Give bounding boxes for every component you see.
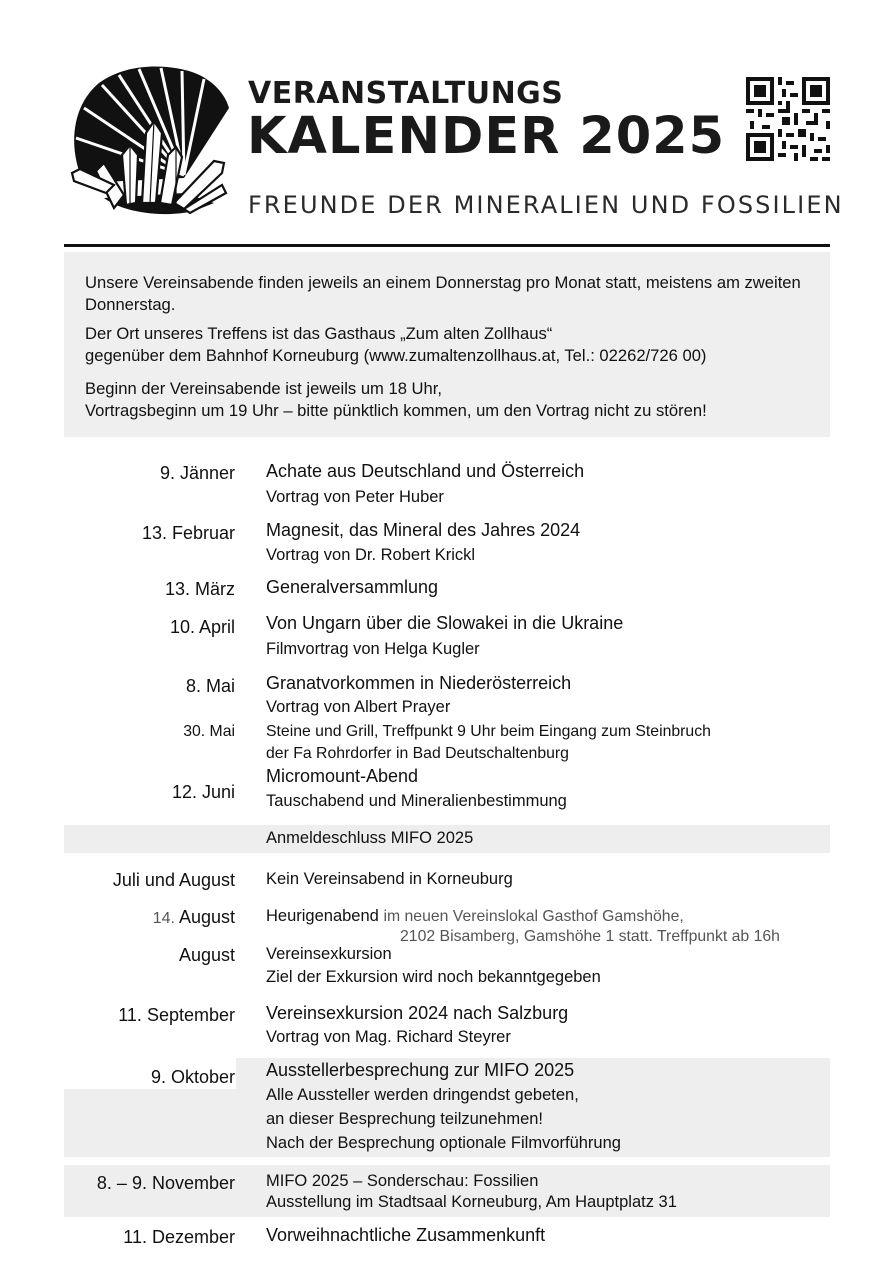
- event-date: 13. Februar: [141, 523, 235, 543]
- event-title: Vereinsexkursion: [266, 945, 392, 963]
- qr-code-icon[interactable]: [746, 77, 830, 161]
- intro-paragraph-3b: Vortragsbeginn um 19 Uhr – bitte pünktlich kommen, um den Vortrag nicht zu stören!: [85, 401, 707, 420]
- event-date: Juli und August: [112, 870, 235, 890]
- calendar-title-line1: VERANSTALTUNGS: [248, 76, 564, 111]
- event-date: 9. Jänner: [159, 463, 235, 483]
- event-title: Kein Vereinsabend in Korneuburg: [266, 870, 513, 888]
- event-subtitle: Vortrag von Peter Huber: [266, 488, 444, 506]
- event-subtitle: Ziel der Exkursion wird noch bekanntgegeben: [266, 968, 601, 986]
- club-subtitle: FREUNDE DER MINERALIEN UND FOSSILIEN: [248, 191, 844, 219]
- event-subtitle: Tauschabend und Mineralienbestimmung: [266, 792, 567, 810]
- event-subtitle: Vortrag von Dr. Robert Krickl: [266, 546, 476, 564]
- event-title: Von Ungarn über die Slowakei in die Ukraine: [266, 613, 624, 633]
- event-title: Vereinsexkursion 2024 nach Salzburg: [266, 1003, 569, 1023]
- event-subtitle: Alle Aussteller werden dringendst gebeten,: [266, 1086, 579, 1104]
- intro-paragraph-3a: Beginn der Vereinsabende ist jeweils um 18 Uhr,: [85, 379, 442, 398]
- event-title: Micromount-Abend: [266, 766, 419, 786]
- event-subtitle: an dieser Besprechung teilzunehmen!: [266, 1110, 544, 1128]
- intro-paragraph-1: Unsere Vereinsabende finden jeweils an einem Donnerstag pro Monat statt, meistens am zweiten Donnerstag.: [85, 273, 801, 314]
- event-title: Magnesit, das Mineral des Jahres 2024: [266, 520, 581, 540]
- event-date: 8. – 9. November: [96, 1173, 235, 1193]
- event-subtitle: Vortrag von Mag. Richard Steyrer: [266, 1028, 511, 1046]
- event-subtitle: Filmvortrag von Helga Kugler: [266, 640, 480, 658]
- event-title: Ausstellerbesprechung zur MIFO 2025: [266, 1060, 575, 1080]
- event-subtitle: der Fa Rohrdorfer in Bad Deutschaltenburg: [266, 745, 569, 762]
- intro-paragraph-2b: gegenüber dem Bahnhof Korneuburg (www.zumaltenzollhaus.at, Tel.: 02262/726 00): [85, 346, 707, 365]
- calendar-title-line2: KALENDER 2025: [247, 107, 726, 166]
- event-title: Achate aus Deutschland und Österreich: [266, 461, 585, 481]
- event-subtitle: Steine und Grill, Treffpunkt 9 Uhr beim Eingang zum Steinbruch: [266, 723, 711, 740]
- event-date: 8. Mai: [185, 676, 235, 696]
- event-subtitle: 2102 Bisamberg, Gamshöhe 1 statt. Treffpunkt ab 16h: [400, 928, 780, 945]
- event-date: 14. August: [152, 907, 235, 927]
- intro-paragraph-2a: Der Ort unseres Treffens ist das Gasthaus „Zum alten Zollhaus“: [85, 324, 553, 343]
- event-date: 9. Oktober: [150, 1067, 235, 1087]
- event-date: 11. September: [118, 1005, 235, 1025]
- event-date: 10. April: [169, 617, 235, 637]
- event-date: 13. März: [164, 579, 235, 599]
- event-date: August: [178, 945, 235, 965]
- event-title: Anmeldeschluss MIFO 2025: [266, 829, 474, 847]
- intro-box: [64, 252, 830, 437]
- crystal-shell-logo-icon: [64, 63, 239, 223]
- event-date: 12. Juni: [171, 782, 235, 802]
- header-divider: [64, 244, 830, 247]
- event-date: 11. Dezember: [123, 1227, 235, 1247]
- event-subtitle: Nach der Besprechung optionale Filmvorführung: [266, 1134, 621, 1152]
- event-title: Granatvorkommen in Niederösterreich: [266, 673, 572, 693]
- event-title: Heurigenabend im neuen Vereinslokal Gasthof Gamshöhe,: [266, 907, 684, 925]
- event-title: Vorweihnachtliche Zusammenkunft: [266, 1225, 546, 1245]
- event-date: 30. Mai: [183, 723, 235, 740]
- event-subtitle: Vortrag von Albert Prayer: [266, 698, 451, 716]
- event-title: Generalversammlung: [266, 577, 439, 597]
- event-title: MIFO 2025 – Sonderschau: Fossilien: [266, 1172, 539, 1190]
- event-subtitle: Ausstellung im Stadtsaal Korneuburg, Am Hauptplatz 31: [266, 1193, 677, 1211]
- header: [64, 63, 844, 244]
